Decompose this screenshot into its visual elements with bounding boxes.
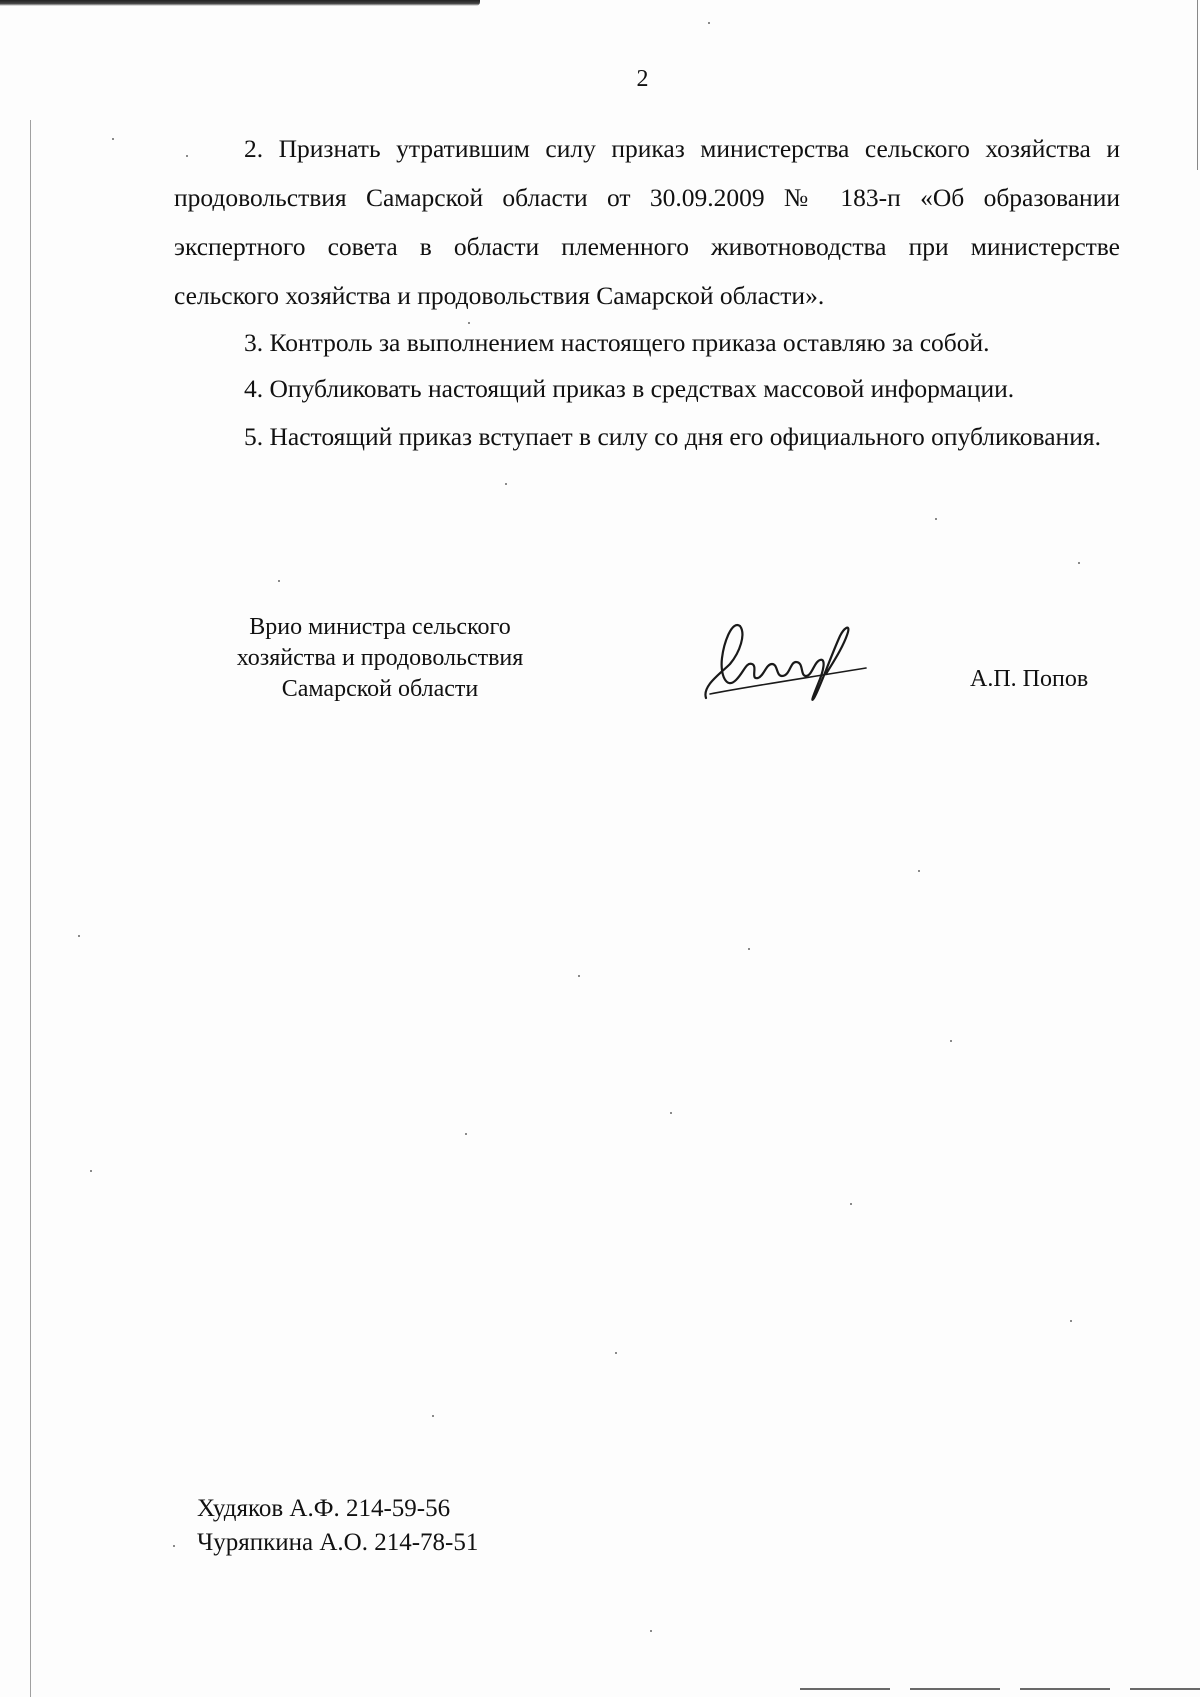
scan-speck — [578, 975, 580, 977]
scan-speck — [650, 1630, 652, 1632]
handwritten-signature — [700, 618, 870, 708]
contact-list — [197, 1492, 478, 1560]
scan-speck — [78, 935, 80, 937]
scan-speck — [670, 1112, 672, 1114]
scan-speck — [432, 1415, 434, 1417]
signer-position-line: Самарской области — [281, 676, 479, 702]
scan-speck — [708, 22, 710, 24]
scan-speck — [278, 580, 280, 582]
contact-line: Чуряпкина А.О. 214-78-51 — [197, 1529, 479, 1556]
scan-speck — [1070, 1320, 1072, 1322]
scan-edge-bottom — [800, 1688, 1200, 1690]
scan-speck — [465, 1133, 467, 1135]
scan-edge-top — [0, 0, 480, 6]
scan-speck — [1078, 562, 1080, 564]
scan-speck — [918, 870, 920, 872]
contact-line: Худяков А.Ф. 214-59-56 — [197, 1495, 451, 1522]
scan-speck — [935, 518, 937, 520]
scan-speck — [615, 1352, 617, 1354]
paragraph-5: 5. Настоящий приказ вступает в силу со дня его официального опубликования. — [244, 422, 1101, 451]
signer-position-line: Врио министра сельского — [249, 614, 511, 640]
paragraph-2: 2. Признать утратившим силу приказ министерства сельского хозяйства и продовольствия Самарской области от 30.09.2009 № 183-п «Об образовании экспертного совета в области племенного животноводства при министерстве сельского хозяйства и продовольствия Самарской области». — [174, 134, 1120, 310]
scan-speck — [90, 1170, 92, 1172]
scan-speck — [173, 1545, 175, 1547]
scan-speck — [950, 1040, 952, 1042]
scan-speck — [505, 483, 507, 485]
order-body — [174, 124, 1120, 461]
scan-speck — [748, 948, 750, 950]
scan-speck — [850, 1203, 852, 1205]
paragraph-4: 4. Опубликовать настоящий приказ в средствах массовой информации. — [244, 374, 1015, 403]
signer-name: А.П. Попов — [970, 666, 1089, 692]
scan-edge-left — [30, 120, 31, 1697]
scan-speck — [112, 138, 114, 140]
page-number: 2 — [636, 66, 649, 92]
signer-position-line: хозяйства и продовольствия — [236, 645, 524, 671]
signer-position — [180, 612, 580, 705]
paragraph-3: 3. Контроль за выполнением настоящего приказа оставляю за собой. — [244, 328, 990, 357]
